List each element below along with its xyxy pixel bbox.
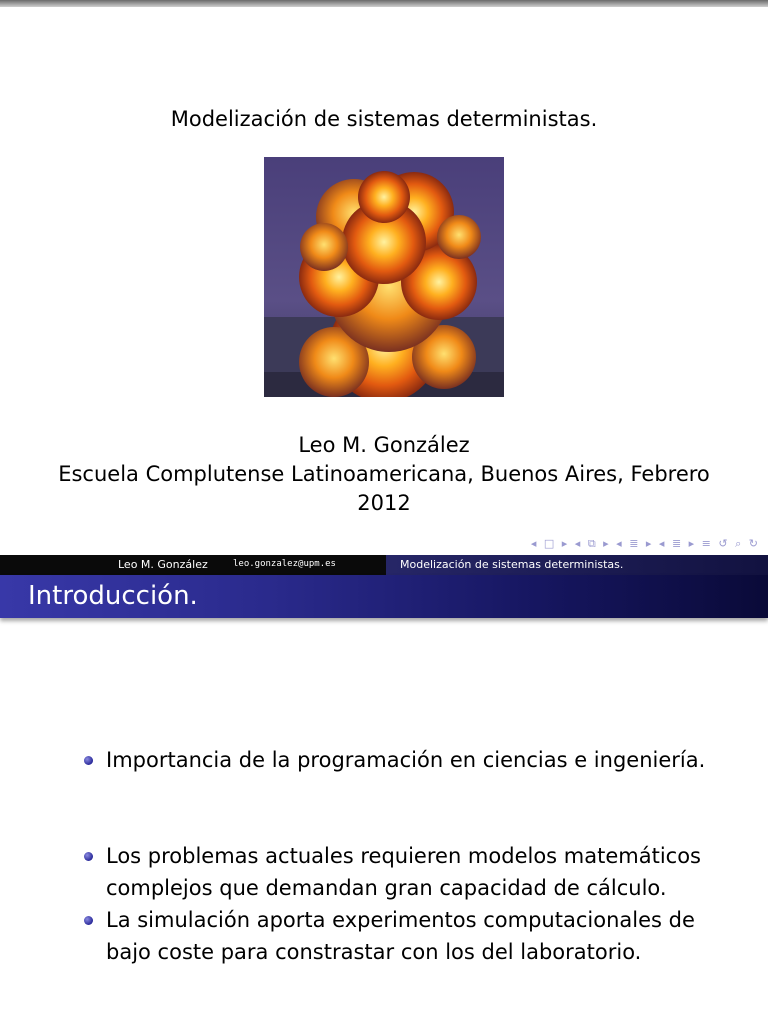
footer-title-section xyxy=(386,555,768,575)
slide-footer xyxy=(0,555,768,575)
frame-title-bar xyxy=(0,575,768,618)
affiliation-line-2: 2012 xyxy=(357,491,411,515)
bullet-icon xyxy=(84,852,93,861)
top-rule xyxy=(0,0,768,7)
footer-email: leo.gonzalez@upm.es xyxy=(233,559,336,569)
author-block xyxy=(40,431,728,518)
bullet-text: Importancia de la programación en ciencias e ingeniería. xyxy=(106,748,706,772)
footer-author: Leo M. González xyxy=(118,558,208,571)
title-slide xyxy=(0,7,768,555)
affiliation-line-1: Escuela Complutense Latinoamericana, Buenos Aires, Febrero xyxy=(58,462,710,486)
footer-title: Modelización de sistemas deterministas. xyxy=(400,558,624,571)
presentation-title: Modelización de sistemas deterministas. xyxy=(170,107,598,131)
bullet-text: La simulación aporta experimentos computacionales de bajo coste para constrastar con los del laboratorio. xyxy=(106,908,695,964)
bullet-icon xyxy=(84,756,93,765)
frame-title: Introducción. xyxy=(28,581,198,611)
beamer-navigation-icons[interactable]: ◂ □ ▸ ◂ ⧉ ▸ ◂ ≣ ▸ ◂ ≣ ▸ ≡ ↺ ⌕ ↻ xyxy=(530,537,760,550)
explosion-image xyxy=(264,157,504,397)
bullet-icon xyxy=(84,916,93,925)
footer-author-section xyxy=(0,555,386,575)
author-name: Leo M. González xyxy=(298,433,470,457)
explosion-picture xyxy=(264,157,504,397)
bullet-text: Los problemas actuales requieren modelos matemáticos complejos que demandan gran capacidad de cálculo. xyxy=(106,844,701,900)
